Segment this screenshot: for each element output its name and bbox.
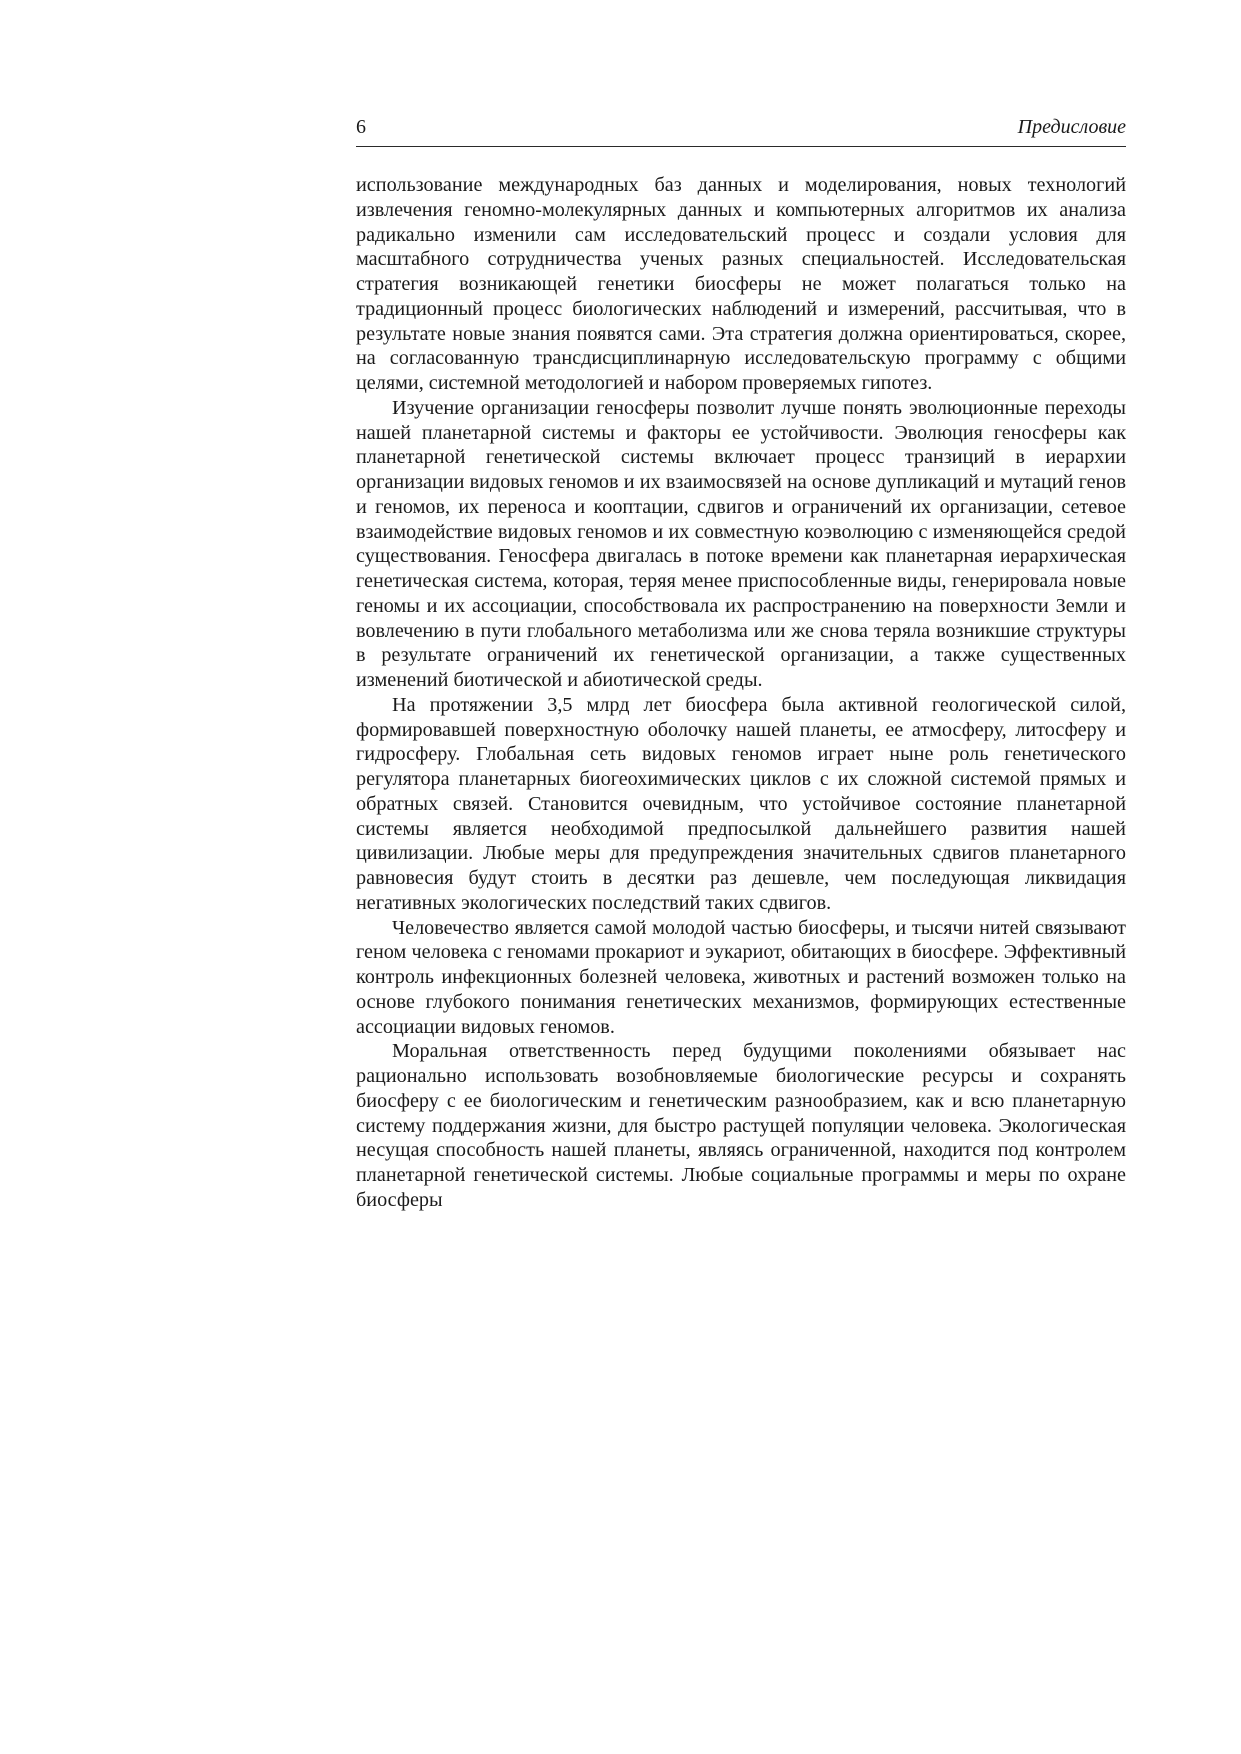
body-text [356,173,1126,1213]
section-title: Предисловие [1017,116,1126,138]
running-header [356,116,1126,147]
paragraph-continued: использование международных баз данных и моделирования, новых технологий извлечения геномно-молекулярных данных и компьютерных алгоритмов их анализа радикально изменили сам исследовательский процесс и создали условия для масштабного сотрудничества ученых разных специальностей. Исследовательская стратегия возникающей генетики биосферы не может полагаться только на традиционный процесс биологических наблюдений и измерений, рассчитывая, что в результате новые знания появятся сами. Эта стратегия должна ориентироваться, скорее, на согласованную трансдисциплинарную исследовательскую программу с общими целями, системной методологией и набором проверяемых гипотез. [356,174,1126,394]
paragraph-biosphere-history: На протяжении 3,5 млрд лет биосфера была активной геологической силой, формировавшей поверхностную оболочку нашей планеты, ее атмосферу, литосферу и гидросферу. Глобальная сеть видовых геномов играет ныне роль генетического регулятора планетарных биогеохимических циклов с их сложной системой прямых и обратных связей. Становится очевидным, что устойчивое состояние планетарной системы является необходимой предпосылкой дальнейшего развития нашей цивилизации. Любые меры для предупреждения значительных сдвигов планетарного равновесия будут стоить в десятки раз дешевле, чем последующая ликвидация негативных экологических последствий таких сдвигов. [356,693,1126,914]
paragraph-moral-responsibility: Моральная ответственность перед будущими поколениями обязывает нас рационально использовать возобновляемые биологические ресурсы и сохранять биосферу с ее биологическим и генетическим разнообразием, как и всю планетарную систему поддержания жизни, для быстро растущей популяции человека. Экологическая несущая способность нашей планеты, являясь ограниченной, находится под контролем планетарной генетической системы. Любые социальные программы и меры по охране биосферы [356,1040,1126,1211]
page-number: 6 [356,116,366,138]
paragraph-humanity: Человечество является самой молодой частью биосферы, и тысячи нитей связывают геном человека с геномами прокариот и эукариот, обитающих в биосфере. Эффективный контроль инфекционных болезней человека, животных и растений возможен только на основе глубокого понимания генетических механизмов, формирующих естественные ассоциации видовых геномов. [356,916,1126,1038]
paragraph-genosphere: Изучение организации геносферы позволит лучше понять эволюционные переходы нашей планетарной системы и факторы ее устойчивости. Эволюция геносферы как планетарной генетической системы включает процесс транзиций в иерархии организации видовых геномов и их взаимосвязей на основе дупликаций и мутаций генов и геномов, их переноса и кооптации, сдвигов и ограничений их организации, сетевое взаимодействие видовых геномов и их совместную коэволюцию с изменяющейся средой существования. Геносфера двигалась в потоке времени как планетарная иерархическая генетическая система, которая, теряя менее приспособленные виды, генерировала новые геномы и их ассоциации, способствовала их распространению на поверхности Земли и вовлечению в пути глобального метаболизма или же снова теряла возникшие структуры в результате ограничений их генетической организации, а также существенных изменений биотической и абиотической среды. [356,396,1126,691]
book-page [356,116,1126,1213]
